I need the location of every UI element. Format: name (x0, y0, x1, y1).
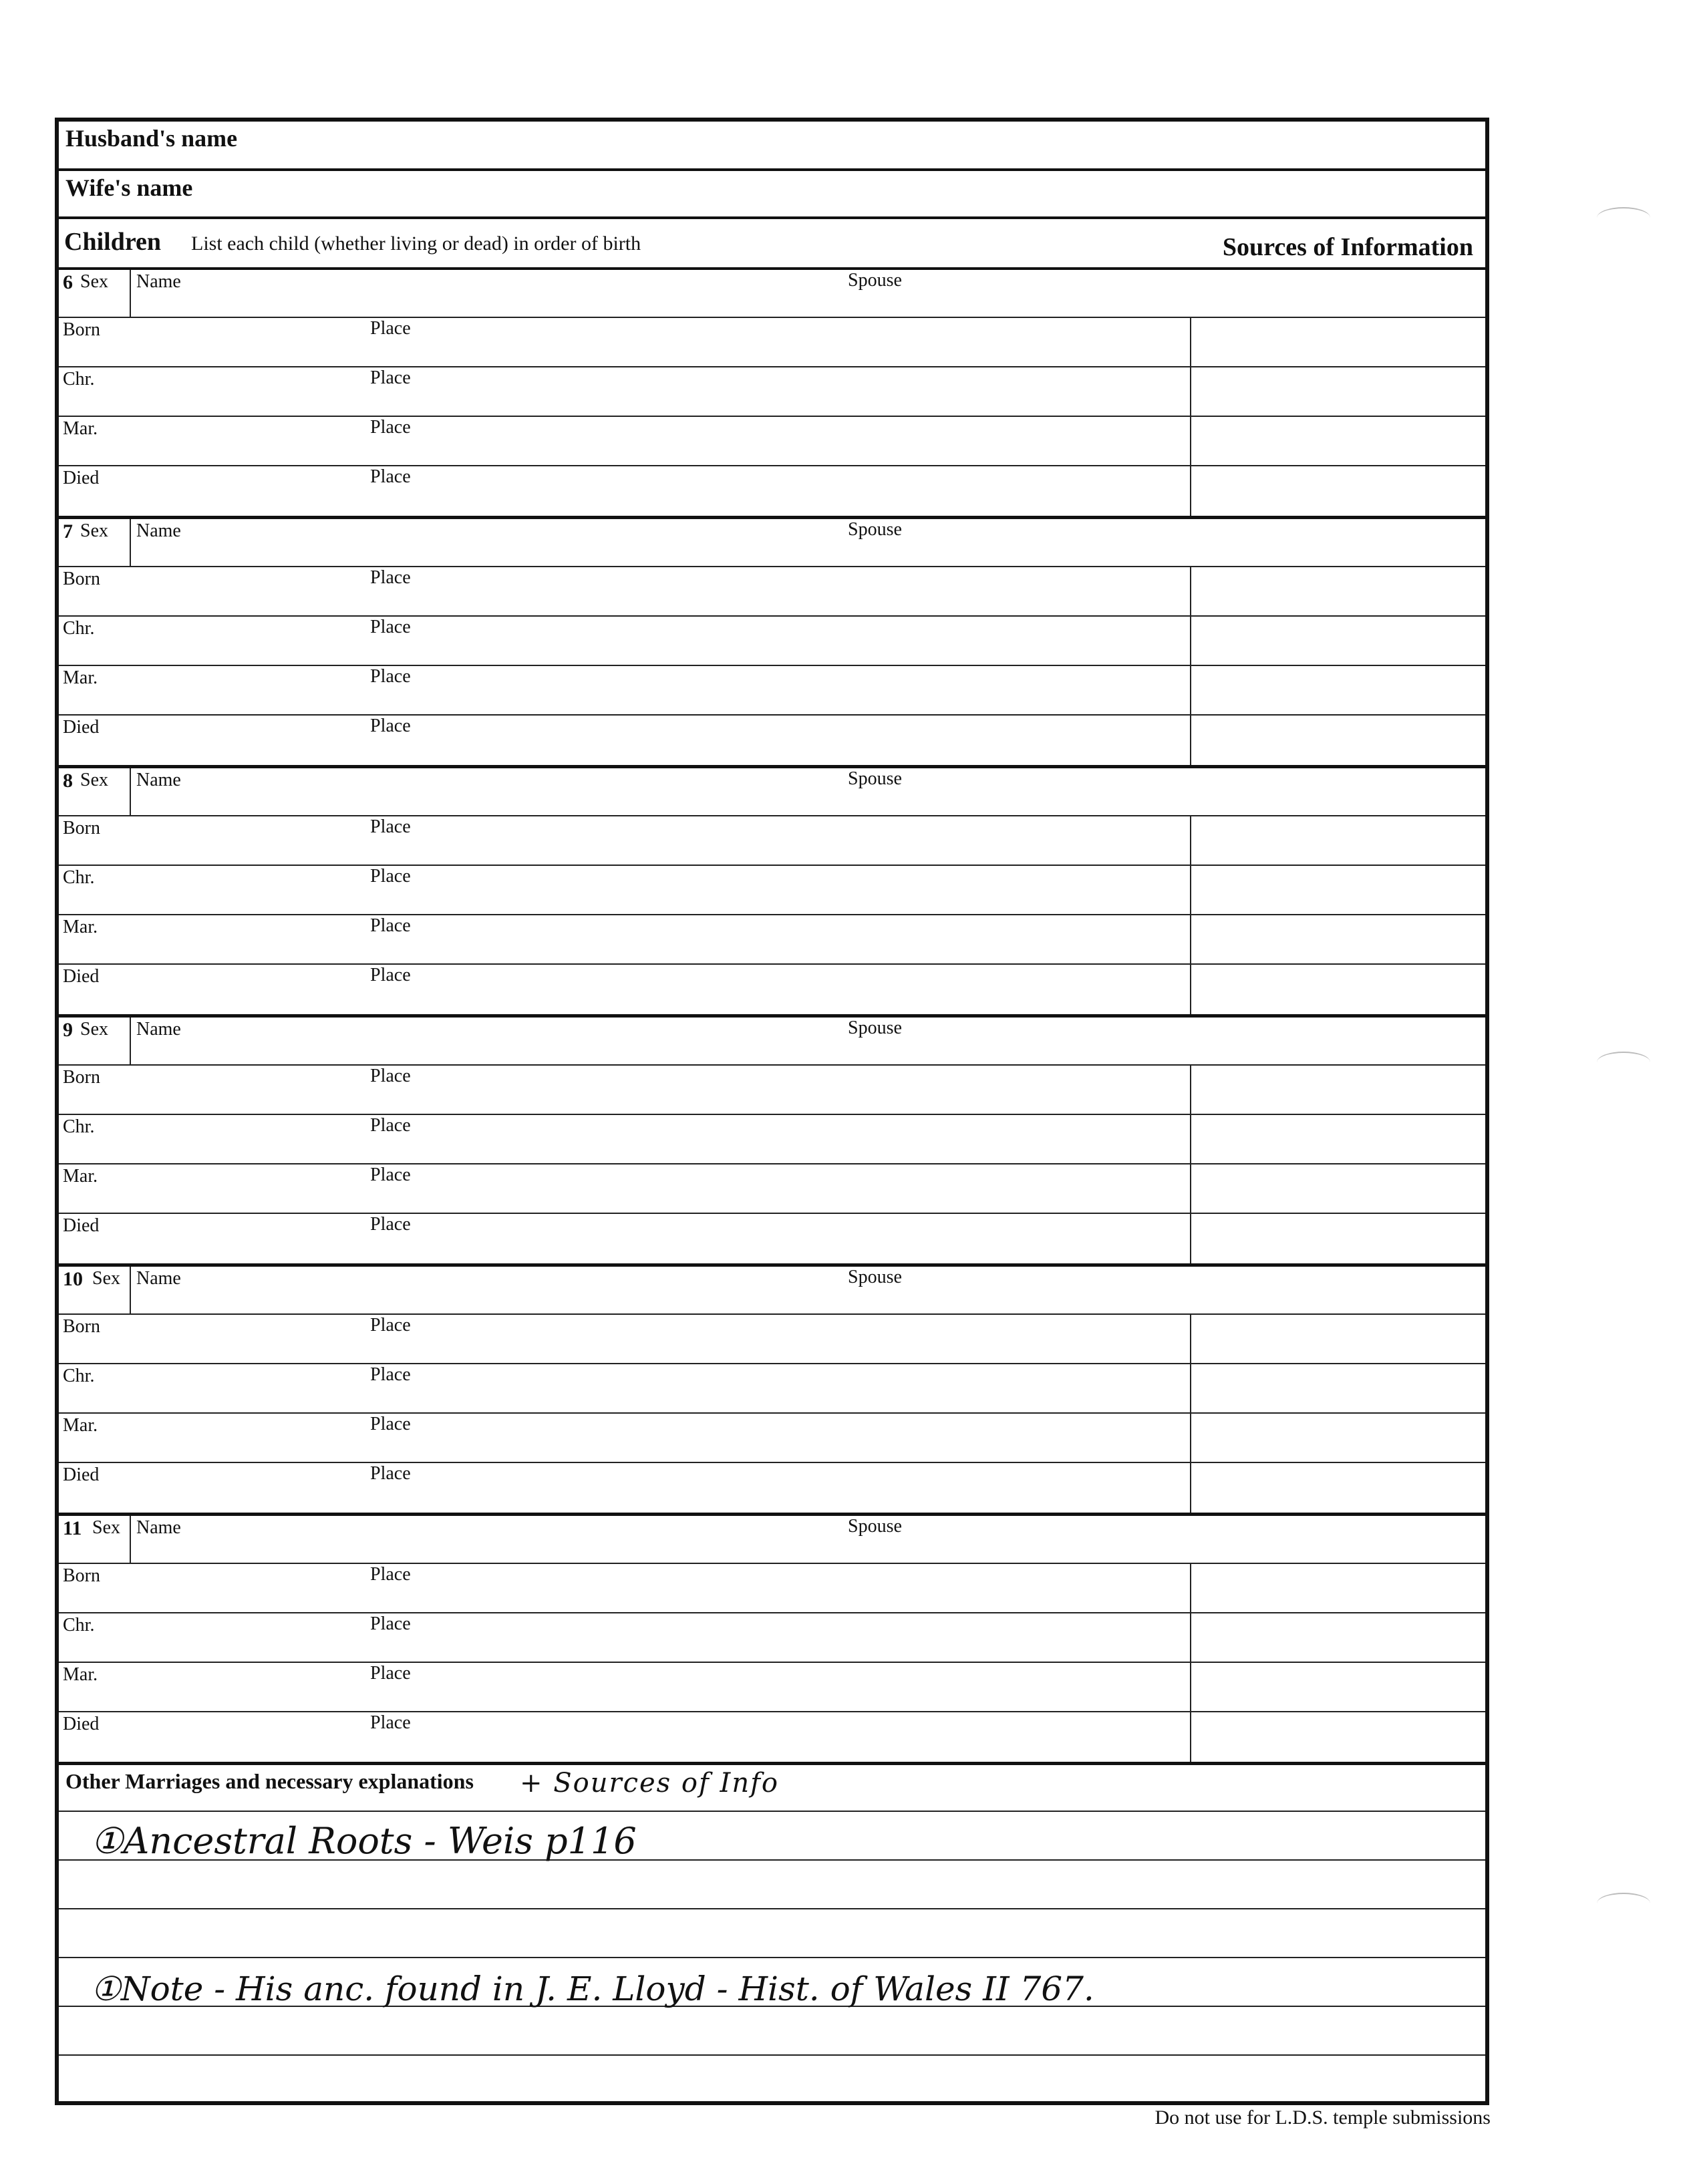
spouse-label: Spouse (848, 1516, 902, 1537)
sex-label: Sex (80, 520, 108, 541)
child-sex-box[interactable] (59, 519, 131, 566)
other-marriages-header (59, 1765, 1485, 1812)
child-event-row[interactable] (59, 816, 1485, 866)
child-record (59, 270, 1485, 519)
name-label: Name (136, 1517, 181, 1538)
place-label: Place (370, 1613, 411, 1634)
source-cell[interactable] (1190, 1613, 1485, 1662)
sex-label: Sex (80, 271, 108, 292)
child-event-row[interactable] (59, 567, 1485, 617)
child-event-row[interactable] (59, 1364, 1485, 1414)
child-sex-box[interactable] (59, 1516, 131, 1563)
children-list (59, 270, 1485, 1765)
child-event-row[interactable] (59, 716, 1485, 765)
place-label: Place (370, 816, 411, 837)
source-cell[interactable] (1190, 1564, 1485, 1612)
event-label: Mar. (63, 917, 98, 937)
place-label: Place (370, 318, 411, 339)
event-label: Chr. (63, 369, 95, 389)
place-label: Place (370, 1564, 411, 1585)
sex-label: Sex (92, 1517, 120, 1538)
child-event-row[interactable] (59, 666, 1485, 716)
event-label: Born (63, 1067, 100, 1088)
note-line[interactable] (59, 2056, 1485, 2104)
child-event-row[interactable] (59, 367, 1485, 417)
child-sex-box[interactable] (59, 768, 131, 815)
event-label: Chr. (63, 867, 95, 888)
spouse-label: Spouse (848, 519, 902, 540)
handwritten-note: ①Note - His anc. found in J. E. Lloyd - Hist. of Wales II 767. (91, 1970, 1094, 2008)
source-cell[interactable] (1190, 666, 1485, 714)
source-cell[interactable] (1190, 1414, 1485, 1462)
sources-header: Sources of Information (1222, 233, 1473, 261)
child-record (59, 1267, 1485, 1516)
place-label: Place (370, 1164, 411, 1185)
child-number: 9 (63, 1019, 73, 1041)
child-event-row[interactable] (59, 1564, 1485, 1613)
place-label: Place (370, 466, 411, 487)
source-cell[interactable] (1190, 816, 1485, 865)
wife-name-row[interactable] (59, 171, 1485, 219)
child-event-row[interactable] (59, 1164, 1485, 1214)
other-marriages-section (59, 1765, 1485, 2104)
notes-lines (59, 1812, 1485, 2104)
place-label: Place (370, 1115, 411, 1136)
event-label: Born (63, 1565, 100, 1586)
name-label: Name (136, 271, 181, 292)
source-cell[interactable] (1190, 1115, 1485, 1163)
punch-hole-mark (1597, 1052, 1650, 1073)
place-label: Place (370, 915, 411, 936)
place-label: Place (370, 1364, 411, 1385)
event-label: Mar. (63, 1166, 98, 1187)
name-label: Name (136, 1268, 181, 1289)
child-event-row[interactable] (59, 1663, 1485, 1712)
children-header (59, 219, 1485, 270)
children-instruction: List each child (whether living or dead) in order of birth (191, 232, 641, 255)
spouse-label: Spouse (848, 768, 902, 789)
place-label: Place (370, 1463, 411, 1484)
note-line[interactable] (59, 2007, 1485, 2056)
place-label: Place (370, 1414, 411, 1434)
child-event-row[interactable] (59, 965, 1485, 1014)
spouse-label: Spouse (848, 1018, 902, 1038)
sex-label: Sex (92, 1268, 120, 1289)
child-event-row[interactable] (59, 1115, 1485, 1164)
place-label: Place (370, 417, 411, 438)
source-cell[interactable] (1190, 1463, 1485, 1513)
source-cell[interactable] (1190, 567, 1485, 615)
source-cell[interactable] (1190, 1066, 1485, 1114)
source-cell[interactable] (1190, 1214, 1485, 1263)
source-cell[interactable] (1190, 1364, 1485, 1412)
child-event-row[interactable] (59, 1712, 1485, 1762)
event-label: Born (63, 818, 100, 838)
child-event-row[interactable] (59, 318, 1485, 367)
child-number: 10 (63, 1268, 83, 1290)
place-label: Place (370, 1315, 411, 1336)
source-cell[interactable] (1190, 915, 1485, 963)
handwritten-sources-note: + Sources of Info (520, 1768, 779, 1799)
child-number: 8 (63, 770, 73, 792)
name-label: Name (136, 1019, 181, 1040)
source-cell[interactable] (1190, 866, 1485, 914)
name-label: Name (136, 770, 181, 790)
child-record (59, 519, 1485, 768)
husband-name-label: Husband's name (65, 125, 238, 152)
place-label: Place (370, 716, 411, 736)
source-cell[interactable] (1190, 1315, 1485, 1363)
event-label: Died (63, 1464, 100, 1485)
punch-hole-mark (1597, 207, 1650, 228)
child-event-row[interactable] (59, 417, 1485, 466)
note-line[interactable] (59, 1861, 1485, 1909)
event-label: Mar. (63, 1415, 98, 1436)
child-name-row[interactable] (59, 1267, 1485, 1315)
event-label: Died (63, 1215, 100, 1236)
child-event-row[interactable] (59, 866, 1485, 915)
name-label: Name (136, 520, 181, 541)
child-name-row[interactable] (59, 1018, 1485, 1066)
place-label: Place (370, 567, 411, 588)
note-line[interactable] (59, 1958, 1485, 2007)
child-sex-box[interactable] (59, 270, 131, 317)
event-label: Chr. (63, 1366, 95, 1386)
child-name-row[interactable] (59, 768, 1485, 816)
child-event-row[interactable] (59, 915, 1485, 965)
source-cell[interactable] (1190, 617, 1485, 665)
source-cell[interactable] (1190, 1663, 1485, 1711)
source-cell[interactable] (1190, 417, 1485, 465)
wife-name-label: Wife's name (65, 174, 193, 201)
event-label: Chr. (63, 1615, 95, 1635)
source-cell[interactable] (1190, 1712, 1485, 1762)
child-sex-box[interactable] (59, 1018, 131, 1064)
child-record (59, 1018, 1485, 1267)
child-sex-box[interactable] (59, 1267, 131, 1313)
child-number: 11 (63, 1517, 82, 1539)
event-label: Mar. (63, 667, 98, 688)
event-label: Born (63, 1316, 100, 1337)
child-name-row[interactable] (59, 270, 1485, 318)
place-label: Place (370, 1066, 411, 1086)
child-record (59, 1516, 1485, 1765)
child-event-row[interactable] (59, 1613, 1485, 1663)
child-event-row[interactable] (59, 1214, 1485, 1263)
place-label: Place (370, 1663, 411, 1684)
note-line[interactable] (59, 1909, 1485, 1958)
child-number: 7 (63, 520, 73, 542)
source-cell[interactable] (1190, 318, 1485, 366)
handwritten-note: ①Ancestral Roots - Weis p116 (91, 1820, 637, 1862)
sex-label: Sex (80, 770, 108, 790)
child-event-row[interactable] (59, 617, 1485, 666)
event-label: Mar. (63, 418, 98, 439)
place-label: Place (370, 1712, 411, 1733)
footer-disclaimer: Do not use for L.D.S. temple submissions (1155, 2107, 1491, 2129)
source-cell[interactable] (1190, 965, 1485, 1014)
spouse-label: Spouse (848, 1267, 902, 1287)
child-name-row[interactable] (59, 519, 1485, 567)
event-label: Died (63, 966, 100, 987)
child-record (59, 768, 1485, 1018)
event-label: Chr. (63, 618, 95, 639)
child-event-row[interactable] (59, 1414, 1485, 1463)
event-label: Born (63, 319, 100, 340)
sex-label: Sex (80, 1019, 108, 1040)
event-label: Mar. (63, 1664, 98, 1685)
event-label: Died (63, 717, 100, 738)
source-cell[interactable] (1190, 367, 1485, 416)
place-label: Place (370, 866, 411, 887)
other-marriages-label: Other Marriages and necessary explanations (65, 1769, 474, 1793)
place-label: Place (370, 617, 411, 637)
punch-hole-mark (1597, 1893, 1650, 1914)
spouse-label: Spouse (848, 270, 902, 291)
family-group-form (55, 118, 1489, 2105)
source-cell[interactable] (1190, 1164, 1485, 1213)
child-event-row[interactable] (59, 466, 1485, 516)
child-event-row[interactable] (59, 1315, 1485, 1364)
source-cell[interactable] (1190, 466, 1485, 516)
event-label: Died (63, 468, 100, 488)
child-event-row[interactable] (59, 1066, 1485, 1115)
child-event-row[interactable] (59, 1463, 1485, 1513)
children-title: Children (64, 228, 162, 256)
place-label: Place (370, 367, 411, 388)
place-label: Place (370, 965, 411, 985)
note-line[interactable] (59, 1812, 1485, 1861)
event-label: Born (63, 569, 100, 589)
child-number: 6 (63, 271, 73, 293)
husband-name-row[interactable] (59, 122, 1485, 171)
child-name-row[interactable] (59, 1516, 1485, 1564)
place-label: Place (370, 666, 411, 687)
place-label: Place (370, 1214, 411, 1235)
source-cell[interactable] (1190, 716, 1485, 765)
event-label: Died (63, 1714, 100, 1734)
event-label: Chr. (63, 1116, 95, 1137)
